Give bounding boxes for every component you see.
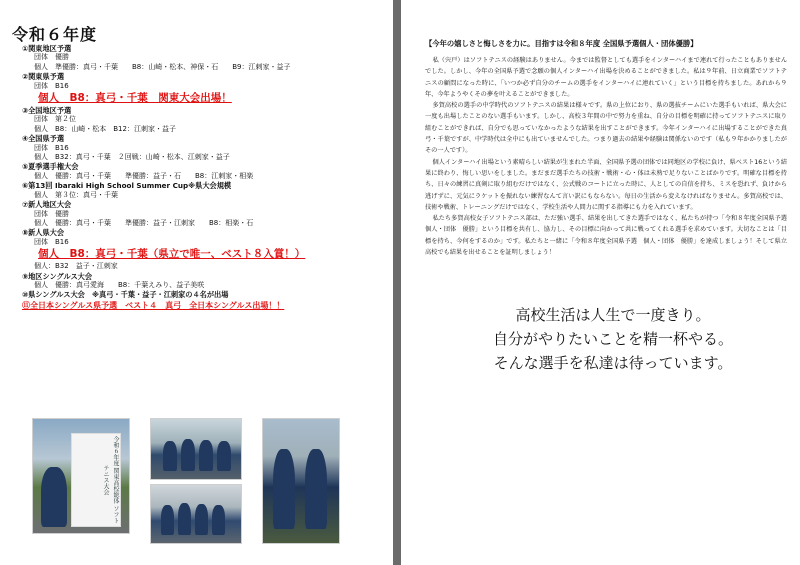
- photo-pair-figure: [273, 449, 295, 529]
- photo-team-figure: [161, 505, 174, 535]
- slogan-line: 自分がやりたいことを精一杯やる。: [492, 330, 733, 348]
- highlight-best8: [22, 247, 388, 262]
- result-event: [22, 181, 388, 200]
- recruit-slogan: [463, 303, 763, 375]
- highlight-kanto: [22, 91, 388, 106]
- photo-team-figure: [199, 440, 213, 471]
- highlight-singles: ⑪全日本シングルス県予選 ベスト４ 真弓 全日本シングルス出場！！: [22, 300, 285, 310]
- result-event-line: 団体 優勝: [34, 209, 69, 218]
- recruit-paragraph: 私たち多賀高校女子ソフトテニス部は、ただ強い選手、結果を出してきた選手ではなく、私たちが持つ「令和８年度全国県予選 個人・団体 優勝」という目標を共有し、協力し、その目標に向かって共に戦ってくれる選手を求めています。大切なことは「目標を持ち、今何をするのか」です。私たちと一緒に「令和８年度全国県予選 個人・団体 優勝」を達成しましょう！そして県立高校でも結果を出せることを証明しましょう！: [425, 215, 794, 257]
- result-event-title: ①関東地区予選: [22, 44, 72, 53]
- photo-team-figure: [178, 503, 191, 535]
- result-event-title: ③全国地区予選: [22, 106, 72, 116]
- result-event-line: 個人 B8：山崎・松本 B12：江刺家・益子: [34, 124, 176, 133]
- result-event-line: 個人：B32 益子・江刺家: [34, 262, 118, 271]
- result-event-title: ⑩県シングルス大会 ※真弓・千葉・益子・江刺家の４名が出場: [22, 290, 229, 300]
- result-event-line: 個人 優勝：真弓愛海 B8：千葉えみり、益子美咲: [34, 280, 205, 289]
- recruit-paragraph: 個人インターハイ出場という素晴らしい結果が生まれた半面、全国県予選の団体では同地区の学校に負け、県ベスト16という結果に終わり、悔しい思いをしました。まだまだ選手たちの技術・戦術・心・体は未熟で足りないことばかりです。明確な目標を持ち、日々の練習に真剣に取り組むだけではなく、公式戦のコートに立った時に、人としての自信を持ち、ミスを恐れず、負けから逃げずに、元気にラケットを振れない練習なんて言い訳にもならない。毎日の生活から変えなければなりません。多賀高校では、技術や戦術、トレーニングだけではなく、学校生活や人間力に関する指導にも力を入れています。: [425, 158, 787, 211]
- year-title: 令和６年度: [12, 25, 98, 44]
- result-event: [22, 228, 388, 247]
- results-group-1: [22, 44, 388, 91]
- result-event-title: ⑦新人地区大会: [22, 200, 72, 210]
- result-event-line: 団体 B16: [34, 81, 69, 90]
- recruit-paragraph: 多賀高校の選手の中学時代のソフトテニスの結果は様々です。県の上位におり、県の選抜チームにいた選手もいれば、県大会に一度も出場したことのない選手もいます。しかし、高校３年間の中で努力を重ね、自分の目標を明確に持ってソフトテニスに取り組むことができれば、自分でも思っていなかったような結果を出すことができます。今年インターハイに出場することができた真弓・千葉ですが、中学時代は全中にも出ていませんでした。つまり過去の結果や経験は関係ないのです（私も９年かかりましたがその一人です）。: [425, 102, 787, 155]
- result-event: [22, 262, 388, 271]
- results-list: [22, 44, 388, 312]
- right-page: [401, 0, 800, 565]
- result-event-line: 個人 準優勝：真弓・千葉 B8：山崎・松本、神保・石 B9：江刺家・益子: [34, 62, 291, 71]
- page-divider: [393, 0, 401, 565]
- photo-team-figure: [217, 441, 231, 471]
- result-event: [22, 290, 388, 299]
- result-event: [22, 162, 388, 181]
- photo-team-figure: [212, 505, 225, 535]
- result-event-title: ⑤夏季選手権大会: [22, 162, 79, 172]
- result-event-line: 団体 B16: [34, 143, 69, 152]
- photo-banner-sign: 令和６年度 関東高校総体 ソフトテニス大会: [71, 433, 121, 527]
- results-group-2: [22, 106, 388, 247]
- photo-banner-player: [32, 418, 130, 534]
- recruit-body: [425, 55, 794, 258]
- result-event-line: 団体 第２位: [34, 115, 76, 124]
- photo-pair-figure: [305, 449, 327, 529]
- result-event: [22, 44, 388, 72]
- photo-pair: [262, 418, 340, 544]
- result-event: [22, 72, 388, 91]
- result-event-title: ④全国県予選: [22, 134, 65, 144]
- photo-team-bottom: [150, 484, 242, 544]
- result-event-title: ②関東県予選: [22, 72, 65, 82]
- result-event-line: 団体 B16: [34, 237, 69, 246]
- photo-team-top: [150, 418, 242, 480]
- result-event-line: 個人 優勝：真弓・千葉 準優勝：益子・江刺家 B8：相楽・石: [34, 218, 254, 227]
- left-page: [0, 0, 393, 565]
- result-event-line: 個人 優勝：真弓・千葉 準優勝：益子・石 B8：江刺家・相楽: [34, 171, 254, 180]
- recruit-paragraph: 私（宍戸）はソフトテニスの経験はありません。今までは監督としても選手をインターハイまで連れて行ったこともありませんでした。しかし、今年の全国県予選で念願の個人インターハイ出場を決めることができました。私は９年前、日立商業でソフトテニスの顧問になった時に、「いつか必ず自分のチームの選手をインターハイに連れていく」という目標を持ちました。あれから９年、今年ようやくその夢を叶えることができました。: [425, 57, 788, 98]
- result-event: [22, 200, 388, 228]
- results-group-3: [22, 262, 388, 300]
- result-event-line: 個人 B32：真弓・千葉 ２回戦：山崎・松本、江刺家・益子: [34, 153, 230, 162]
- result-event-title: ⑧新人県大会: [22, 228, 65, 238]
- result-event: [22, 106, 388, 134]
- photo-team-figure: [181, 439, 195, 471]
- result-event: [22, 272, 388, 291]
- result-event-line: 個人 第３位：真弓・千葉: [34, 190, 118, 199]
- photo-team-figure: [195, 504, 208, 535]
- result-event: [22, 134, 388, 162]
- highlight-kanto-text: 個人 B8：真弓・千葉 関東大会出場！: [38, 92, 232, 105]
- result-event-title: ⑨地区シングルス大会: [22, 271, 93, 281]
- result-event-line: 団体 優勝: [34, 53, 69, 62]
- photo-team-figure: [163, 441, 177, 471]
- result-event-title: ⑥第13回 Ibaraki High School Summer Cup※県大会規模: [22, 181, 232, 191]
- recruit-heading: 【今年の嬉しさと悔しさを力に。目指すは令和８年度 全国県予選個人・団体優勝】: [425, 39, 698, 48]
- slogan-line: そんな選手を私達は待っています。: [493, 354, 733, 372]
- highlight-best8-text: 個人 B8：真弓・千葉（県立で唯一、ベスト８入賞！）: [38, 248, 306, 261]
- photo-player-figure: [41, 467, 67, 527]
- slogan-line: 高校生活は人生で一度きり。: [515, 306, 711, 324]
